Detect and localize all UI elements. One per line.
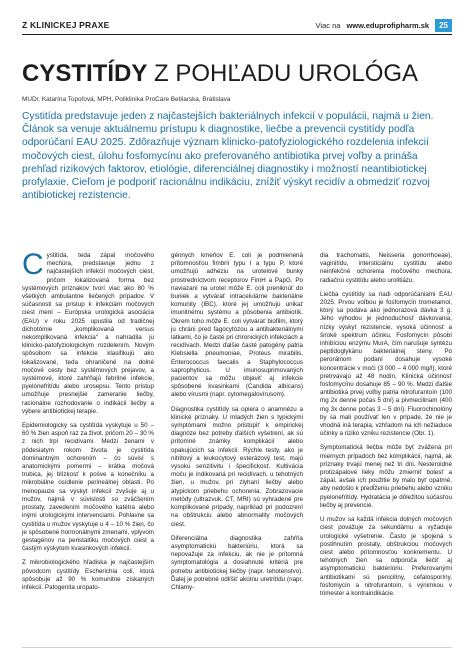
paragraph: dia trachomatis, Neisseria gonorrhoeae), vaginitídu, intersticiálnu cystitídu alebo neinfekčné ochorenia močového mechúra, radiačnú cystitídu alebo urolitiázu. <box>320 252 452 284</box>
article-title <box>22 60 418 88</box>
author-line: MUDr. Katarína Topoľová, MPH, Poliklinika ProCare Betliarska, Bratislava <box>22 96 231 103</box>
site-link[interactable]: www.eduprofipharm.sk <box>346 20 430 30</box>
page-header <box>22 16 452 35</box>
page-number: 25 <box>435 19 452 32</box>
paragraph: U mužov sa každá infekcia dolných močových ciest považuje za sekundárnu a vyžaduje urologické vyšetrenie. Často je spojená s postihnutím prostaty, obštrukciou močových ciest alebo prítomnosťou konkrementu. U tehotných žien sa odporúča liečiť aj asymptomatickú bakteriúriu. Preferovanými antibiotikami sú penicilíny, cefalosporíny, fosfomycín a nitrofurantoín, s výnimkou v trimester a kontraindikácie. <box>320 516 452 597</box>
section-label: Z KLINICKEJ PRAXE <box>22 20 110 30</box>
visit-text: Viac na <box>315 20 341 30</box>
column-2 <box>171 252 303 604</box>
article-body <box>22 248 452 604</box>
paragraph: génnych kmeňov E. coli je podmienená prítomnosťou fimbrií typu I a typu P, ktoré umožňujú adhéziu na urotelové bunky prostredníctvom receptorov FimH a PapG. Po naviazaní na urotel môže E. coli preniknúť do buniek a vytvárať intracelulárne bakteriálne komunity (IBC), ktoré jej umožňujú unikať imunitnému systému a pôsobenia antibiotík. Okrem toho môže E. coli vytvárať biofilm, ktorý ju chráni pred fagocytózou a antibakteriálnymi látkami, čo je časté pri chronických infekciách a recidívach. Medzi ďalšie časté patogény patria Klebsiella pneumoniae, Proteus mirabilis, Enterococcus faecalis a Staphylococcus saprophyticus. U imunosuprimovaných pacientov sa môžu objaviť aj infekcie spôsobené kvasinkami (Candida albicans) alebo vírusmi (napr. cytomegalovírusom). <box>171 252 303 399</box>
drop-cap: C <box>22 248 44 281</box>
paragraph: Symptomatická liečba môže byť zvážená pri miernych prípadoch bez komplikácií, najmä, ak príznaky trvajú menej než tri dni. Nesteroidné protizápalové lieky môžu zmierniť bolesť a zápal, avšak ich použitie by malo byť opatrné, aby nedošlo k predĺženiu priebehu alebo vzniku pyelonefritídy. Hydratácia je dôležitou súčasťou liečby aj prevencie. <box>320 444 452 509</box>
title-bold: CYSTITÍDY <box>22 60 148 87</box>
paragraph: Epidemiologicky sa cystitída vyskytuje u 50 – 60 % žien aspoň raz za život, pričom 20 – 30 % z nich trpí recidívami. Medzi ženami v pôdesiatym rokom života je cystitída dominantným ochorením – čo súvisí s anatomickými pomermi – krátka močová trubica, jej blízkosť k pošve a konečníku a mikrobiálne osídlenie perineálnej oblasti. Po menopauze sa výskyt infekcií zvyšuje aj u mužov, najmä v súvislosti so zväčšením prostaty, zavedením močového katétra alebo inými urologickými intervenciami. Pohlavne sa cystitída u mužov vyskytuje u 4 – 10 % žien, čo je spôsobené hormonálnymi zmenami, vplyvom gestagénov na peristaltiku močových ciest a častým výskytom kvasinkových infekcií. <box>22 422 154 553</box>
paragraph: Diferenciálna diagnostika zahŕňa asymptomatickú bakteriúriu, ktorá sa nepovažuje za infekciu, ak nie je prítomná symptomatológia a dosiahnuté kritériá pre potrebu antibiotickej liečby (napr. tehotenstvo). Ďalej je potrebné odlíšiť akútnu uretritídu (napr. Chlamy- <box>171 534 303 591</box>
paragraph <box>22 248 154 416</box>
paragraph: Liečba cystitídy sa riadi odporúčaniami EAU 2025. Prvou voľbou je fosfomycín trometamol, ktorý sa podáva ako jednorazová dávka 3 g. Jeho výhodou je jednoduchosť dávkovania, nízky výskyt rezistencie, vysoká účinnosť a široké spektrum účinku. Fosfomycín pôsobí inhibíciou enzýmu MurA, čím narušuje syntézu peptidoglykánu bakteriálnej steny. Po perorálnom podaní dosahuje vysoké koncentrácie v moči (3 000 – 4 000 mg/l), ktoré pretrvávajú až 48 hodín. Klinická účinnosť fosfomycínu dosahuje 85 – 90 %. Medzi ďalšie antibiotiká prvej voľby patria nitrofurantoín (100 mg 2x denne počas 5 dní) a pivmecilinam (400 mg 3x denne počas 3 – 5 dní). Fluorochinolóny by sa mali používať len v prípade, že nie je vhodná iná terapia, vzhľadom na ich nežiaduce účinky a riziko vzniku rezistencie (Obr. 1). <box>320 290 452 438</box>
lead-paragraph: Cystitída predstavuje jeden z najčastejších bakteriálnych infekcií v populácii, najmä u žien. Článok sa venuje aktuálnemu prístupu k diagnostike, liečbe a prevencii cystitídy podľa odporúčaní EAU 2025. Zdôrazňuje význam klinicko-patofyziologického rozdelenia infekcií močových ciest, úlohu fosfomycínu ako preferovaného antibiotika prvej voľby a prináša prehľad rizikových faktorov, etiológie, diferenciálnej diagnostiky i možností neantibiotickej profylaxie. Cieľom je podporiť racionálnu indikáciu, znížiť výskyt recidív a obmedziť rozvoj antibiotickej rezistencie. <box>22 111 434 202</box>
paragraph: Z mikrobiologického hľadiska je najčastejším pôvodcom cystitídy Escherichia coli, ktorá spôsobuje až 90 % komunitne získaných infekcií. Patogenita uropato- <box>22 559 154 591</box>
title-rest: Z POHĽADU UROLÓGA <box>147 60 419 87</box>
column-1 <box>22 248 154 604</box>
paragraph: Diagnostika cystitídy sa opiera o anamnézu a klinické príznaky. U mladých žien s typickými symptómami možno pristúpiť k empirickej diagnóze bez potreby ďalších vyšetrení, ak sú prítomné známky komplikácií alebo opakujúcich sa infekcií. Rýchle testy, ako je nitritový a leukocytový esterázový test, majú vysokú senzitivitu i špecifickosť. Kultivácia moču je indikovaná pri recidívach, u tehotných žien, u mužov, pri zlyhaní liečby alebo atypickom priebehu ochorenia. Zobrazovacie metódy (ultrazvuk, CT, MRI) sú vyhradené pre komplikované prípady, napríklad pri podozrení na obštrukciu alebo abnormality močových ciest. <box>171 405 303 528</box>
bottom-divider <box>22 647 452 648</box>
paragraph-text: ystitída, teda zápal močového mechúra, predstavuje jednu z najčastejších infekcií močových ciest, pričom lokalizovaná forma bez systémových príznakov tvorí viac ako 80 % všetkých ambulantne liečených prípadov. V súčasnosti sa pristup k infekciám močových ciest mení – Európska urologická asociácia (EAU) v roku 2025 upustila od tradičnej dichotómie „komplikovaná versus nekomplikovaná infekcia“ a nahradila ju klinicko-patofyziologickým rozdelením. Novým spôsobom sa infekcie klasifikujú ako lokalizované, teda ohraničené na dolné močové cesty bez systémových prejavov, a systémové, ktoré zahŕňajú febrilné infekcie, pyelonefritídu alebo urosepsu. Tento prístup umožňuje presnejšie zameranie liečby, racionálne rozhodovanie o indikácii liečby a výbere antibiotickej terapie. <box>22 252 154 415</box>
header-right <box>316 19 452 32</box>
column-3 <box>320 252 452 604</box>
